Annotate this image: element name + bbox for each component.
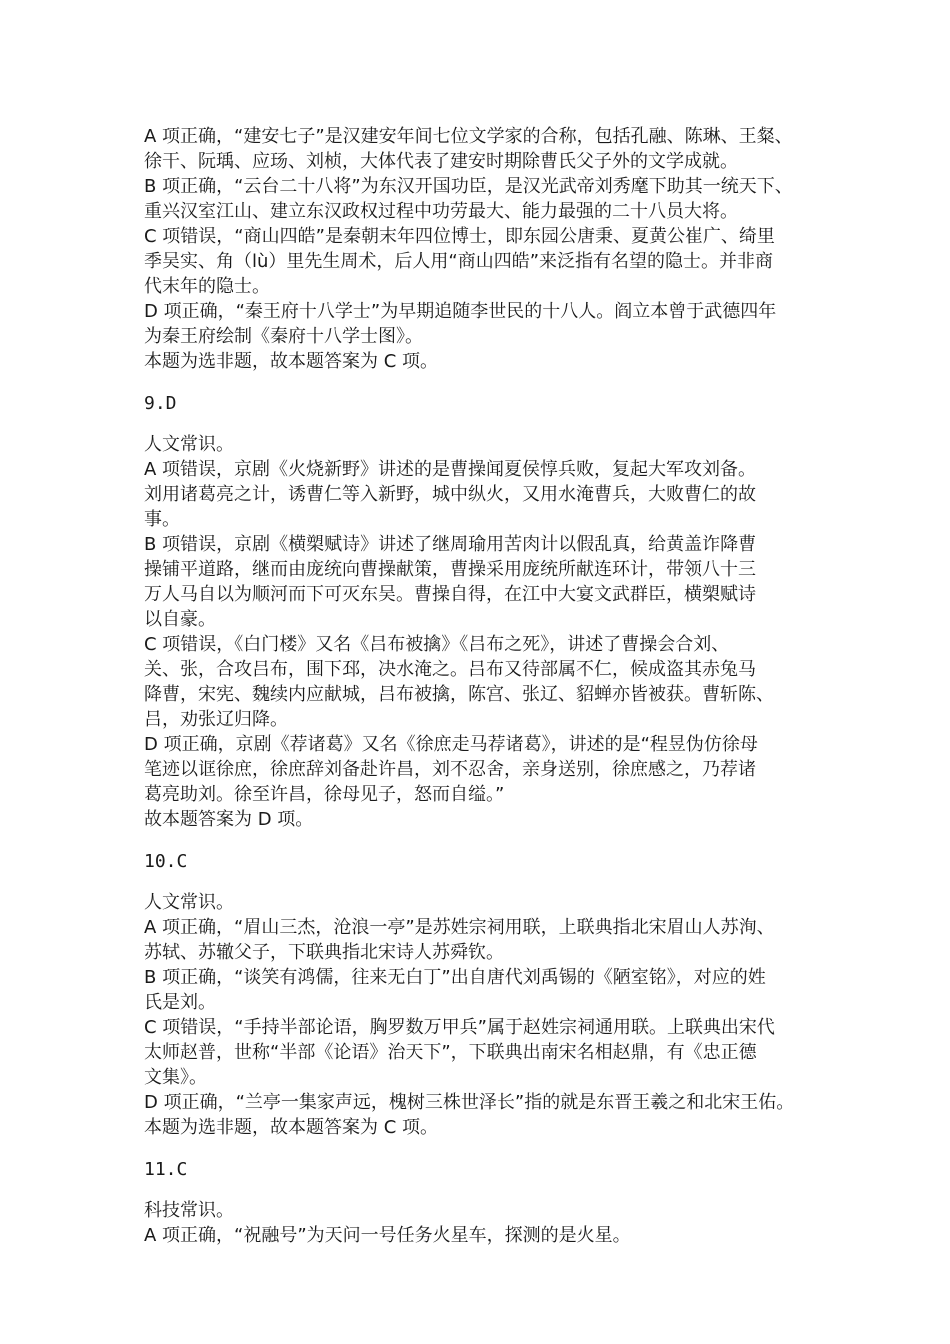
text-line: 降曹，宋宪、魏续内应献城，吕布被擒，陈宫、张辽、貂蝉亦皆被获。曹斩陈、	[144, 684, 774, 705]
text-line: D 项正确，京剧《荐诸葛》又名《徐庶走马荐诸葛》，讲述的是“程昱伪仿徐母	[144, 734, 758, 755]
text-line: 徐干、阮瑀、应玚、刘桢，大体代表了建安时期除曹氏父子外的文学成就。	[144, 151, 738, 172]
text-line: 季吴实、角（lù）里先生周术，后人用“商山四皓”来泛指有名望的隐士。并非商	[144, 251, 774, 272]
text-line: 笔迹以诓徐庶，徐庶辞刘备赴许昌，刘不忍舍，亲身送别，徐庶感之，乃荐诸	[144, 759, 756, 780]
text-line: 重兴汉室江山、建立东汉政权过程中功劳最大、能力最强的二十八员大将。	[144, 201, 738, 222]
text-line: 为秦王府绘制《秦府十八学士图》。	[144, 326, 423, 347]
text-line: D 项正确，“兰亭一集家声远，槐树三株世泽长”指的就是东晋王羲之和北宋王佑。	[144, 1092, 795, 1113]
text-line: 本题为选非题，故本题答案为 C 项。	[144, 351, 439, 372]
text-line: 以自豪。	[144, 609, 216, 630]
text-line: 本题为选非题，故本题答案为 C 项。	[144, 1117, 439, 1138]
question-number-10: 10.C	[144, 851, 188, 872]
text-line: B 项正确，“云台二十八将”为东汉开国功臣，是汉光武帝刘秀麾下助其一统天下、	[144, 176, 793, 197]
text-line: 科技常识。	[144, 1200, 234, 1221]
q9-explanation	[144, 432, 824, 832]
text-line: 万人马自以为顺河而下可灭东吴。曹操自得，在江中大宴文武群臣，横槊赋诗	[144, 584, 756, 605]
text-line: B 项正确，“谈笑有鸿儒，往来无白丁”出自唐代刘禹锡的《陋室铭》，对应的姓	[144, 967, 766, 988]
text-line: 太师赵普，世称“半部《论语》治天下”，下联典出南宋名相赵鼎，有《忠正德	[144, 1042, 757, 1063]
text-line: C 项错误，《白门楼》又名《吕布被擒》《吕布之死》，讲述了曹操会合刘、	[144, 634, 730, 655]
text-line: A 项正确，“祝融号”为天问一号任务火星车，探测的是火星。	[144, 1225, 631, 1246]
text-line: 人文常识。	[144, 434, 234, 455]
text-line: A 项正确，“眉山三杰，沧浪一亭”是苏姓宗祠用联，上联典指北宋眉山人苏洵、	[144, 917, 775, 938]
answer-explanations	[144, 124, 824, 1248]
text-line: 苏轼、苏辙父子，下联典指北宋诗人苏舜钦。	[144, 942, 504, 963]
text-line: 代末年的隐士。	[144, 276, 270, 297]
text-line: C 项错误，“商山四皓”是秦朝末年四位博士，即东园公唐秉、夏黄公崔广、绮里	[144, 226, 775, 247]
q11-explanation	[144, 1198, 824, 1248]
question-number-11: 11.C	[144, 1159, 188, 1180]
text-line: 人文常识。	[144, 892, 234, 913]
text-line: 吕，劝张辽归降。	[144, 709, 288, 730]
text-line: 关、张，合攻吕布，围下邳，决水淹之。吕布又待部属不仁，候成盗其赤兔马	[144, 659, 756, 680]
text-line: B 项错误，京剧《横槊赋诗》讲述了继周瑜用苦肉计以假乱真，给黄盖诈降曹	[144, 534, 757, 555]
text-line: D 项正确，“秦王府十八学士”为早期追随李世民的十八人。阎立本曾于武德四年	[144, 301, 777, 322]
text-line: A 项正确，“建安七子”是汉建安年间七位文学家的合称，包括孔融、陈琳、王粲、	[144, 126, 793, 147]
text-line: 操铺平道路，继而由庞统向曹操献策，曹操采用庞统所献连环计，带领八十三	[144, 559, 756, 580]
text-line: 氏是刘。	[144, 992, 216, 1013]
question-number-9: 9.D	[144, 393, 177, 414]
text-line: 文集》。	[144, 1067, 207, 1088]
q10-explanation	[144, 890, 824, 1140]
text-line: 刘用诸葛亮之计，诱曹仁等入新野，城中纵火，又用水淹曹兵，大败曹仁的故	[144, 484, 756, 505]
text-line: 葛亮助刘。徐至许昌，徐母见子，怒而自缢。”	[144, 784, 505, 805]
text-line: 事。	[144, 509, 180, 530]
text-line: C 项错误，“手持半部论语，胸罗数万甲兵”属于赵姓宗祠通用联。上联典出宋代	[144, 1017, 775, 1038]
text-line: 故本题答案为 D 项。	[144, 809, 314, 830]
q8-explanation	[144, 124, 824, 374]
text-line: A 项错误，京剧《火烧新野》讲述的是曹操闻夏侯惇兵败，复起大军攻刘备。	[144, 459, 757, 480]
